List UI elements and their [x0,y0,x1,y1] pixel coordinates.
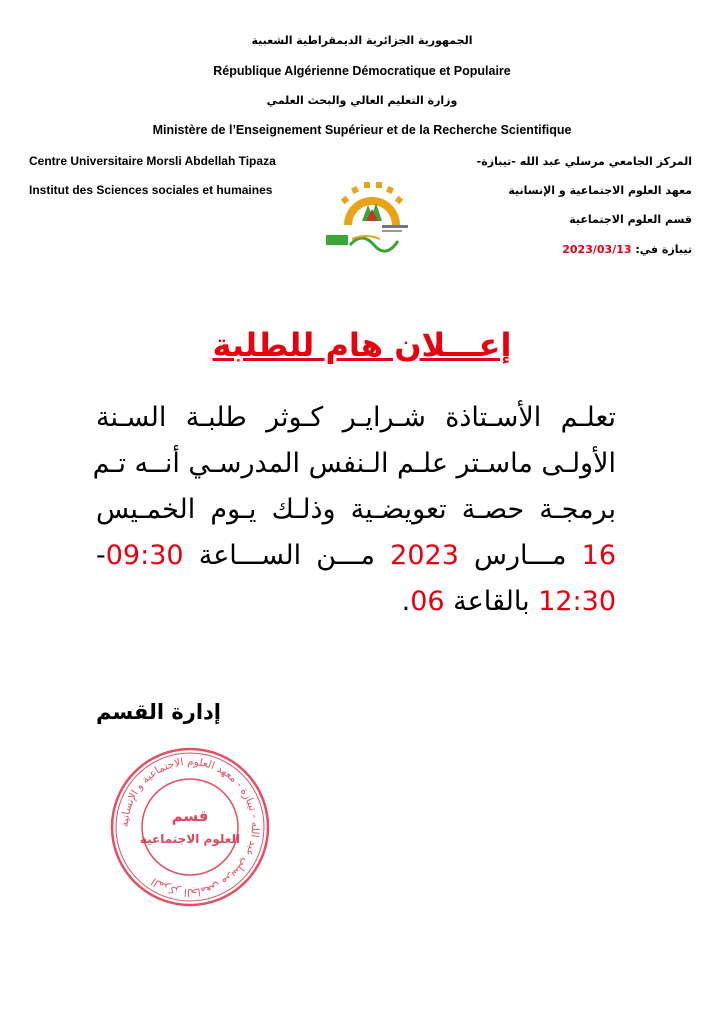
date-line [562,243,692,256]
department-name-arabic: قسم العلوم الاجتماعية [569,213,692,226]
university-logo-icon [322,175,422,255]
date-label: تيبازة في: [635,243,692,256]
department-administration-label: إدارة القسم [96,700,222,724]
institute-name-french: Institut des Sciences sociales et humaines [29,183,273,197]
department-stamp [108,745,272,909]
body-line-4 [96,533,616,579]
stamp-center-line-1: قسم [171,807,209,825]
stamp-ring-text: المركز الجامعي مرسلي عبد الله - تيبازة - معهد العلوم الاجتماعية و الإنسانية [118,755,262,899]
republic-french: République Algérienne Démocratique et Populaire [213,64,511,78]
year-number: 2023 [390,540,459,571]
centre-name-french: Centre Universitaire Morsli Abdellah Tipaza [29,154,276,168]
body-line-1: تعلـم الأسـتاذة شـرايـر كـوثر طلبـة السـنة [96,402,616,433]
day-number: 16 [581,540,616,571]
centre-name-arabic: المركز الجامعي مرسلي عبد الله -تيبازة- [476,155,692,168]
time-dash: - [96,540,106,571]
ministry-arabic: وزارة التعليم العالي والبحث العلمي [266,94,458,107]
republic-arabic: الجمهورية الجزائرية الديمقراطية الشعبية [251,34,473,47]
stamp-center-line-2: العلوم الاجتماعية [139,832,241,846]
body-line-5 [96,579,616,625]
svg-text:المركز الجامعي مرسلي عبد الله [119,756,261,898]
time-start: 09:30 [105,540,184,571]
time-end: 12:30 [538,586,616,617]
ministry-french: Ministère de l’Enseignement Supérieur et de la Recherche Scientifique [152,123,572,137]
announcement-body [92,395,616,625]
time-label: مـــن الســـاعة [183,540,391,571]
body-line-2: الأولـى ماسـتر علـم الـنفس المدرسـي أنــه تـم [92,448,616,479]
announcement-title: إعـــلان هام للطلبة [212,326,512,364]
body-line-3: برمجـة حصـة تعويضـية وذلـك يـوم الخمـيس [96,494,616,525]
institute-name-arabic: معهد العلوم الاجتماعية و الإنسانية [508,184,692,197]
room-number: 06 [410,586,445,617]
date-value: 2023/03/13 [562,243,632,256]
month-name: مـــارس [458,540,582,571]
room-label: بالقاعة [444,586,539,617]
period: . [401,586,411,617]
